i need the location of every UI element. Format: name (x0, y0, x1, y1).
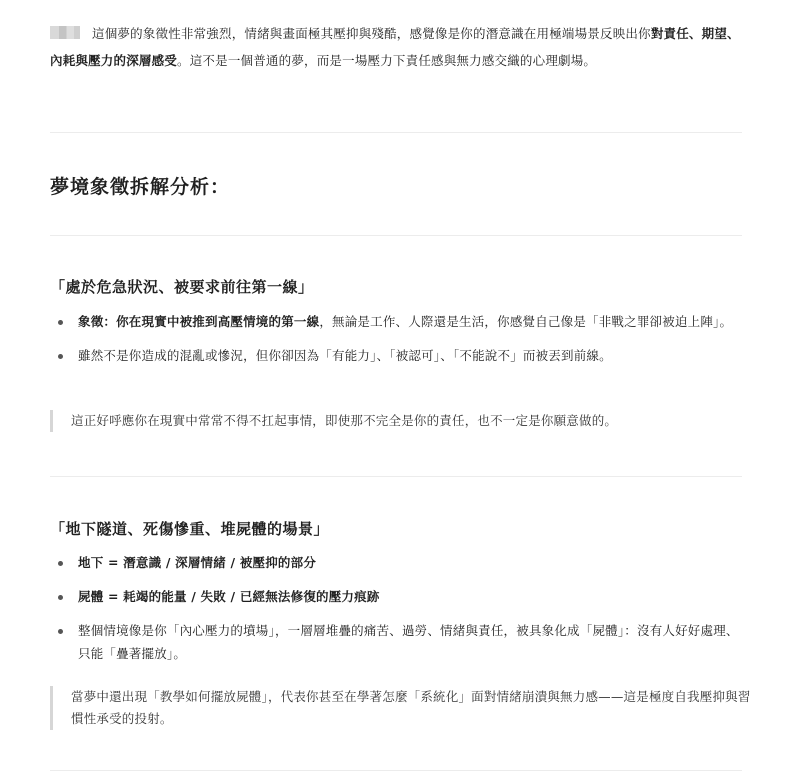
list-item-text: 整個情境像是你「內心壓力的墳場」，一層層堆疊的痛苦、過勞、情緒與責任，被具象化成「屍體」：沒有人好好處理、只能「疊著擺放」。 (78, 623, 739, 661)
bullet-list-2 (50, 551, 742, 676)
bullet-icon (58, 561, 63, 566)
blockquote-2: 當夢中還出現「教學如何擺放屍體」，代表你甚至在學著怎麼「系統化」面對情緒崩潰與無力感——這是極度自我壓抑與習慣性承受的投射。 (50, 686, 751, 730)
subsection-title-2: 「地下隧道、死傷慘重、堆屍體的場景」 (50, 520, 330, 538)
list-item-bold: 地下 = 潛意識 / 深層情緒 / 被壓抑的部分 (78, 555, 317, 570)
bullet-icon (58, 629, 63, 634)
list-item (50, 585, 742, 608)
list-item-text: ，無論是工作、人際還是生活，你感覺自己像是「非戰之罪卻被迫上陣」。 (319, 314, 733, 329)
intro-text-c: 。這不是一個普通的夢，而是一場壓力下責任感與無力感交織的心理劇場。 (177, 53, 597, 68)
divider (50, 476, 742, 477)
bullet-list-1 (50, 310, 742, 378)
intro-text-bold: 對責任、期望、內耗與壓力的深層感受 (50, 26, 740, 68)
list-item (50, 619, 742, 665)
bullet-icon (58, 595, 63, 600)
section-heading: 夢境象徵拆解分析： (50, 176, 231, 198)
bullet-icon (58, 320, 63, 325)
list-item (50, 344, 742, 367)
bullet-icon (58, 354, 63, 359)
document-body (50, 0, 751, 726)
list-item (50, 310, 742, 333)
list-item-text: 雖然不是你造成的混亂或慘況，但你卻因為「有能力」、「被認可」、「不能說不」而被丟到前線。 (78, 348, 612, 363)
redacted-name (50, 26, 80, 39)
intro-paragraph (50, 0, 742, 74)
divider (50, 235, 742, 236)
intro-text-a: 這個夢的象徵性非常強烈，情緒與畫面極其壓抑與殘酷，感覺像是你的潛意識在用極端場景反映出你 (92, 26, 651, 41)
blockquote-1: 這正好呼應你在現實中常常不得不扛起事情，即使那不完全是你的責任，也不一定是你願意做的。 (50, 410, 751, 432)
divider (50, 132, 742, 133)
list-item-bold: 屍體 = 耗竭的能量 / 失敗 / 已經無法修復的壓力痕跡 (78, 589, 380, 604)
list-item-bold: 象徵：你在現實中被推到高壓情境的第一線 (78, 314, 320, 329)
list-item (50, 551, 742, 574)
divider (50, 770, 742, 771)
subsection-title-1: 「處於危急狀況、被要求前往第一線」 (50, 278, 314, 296)
